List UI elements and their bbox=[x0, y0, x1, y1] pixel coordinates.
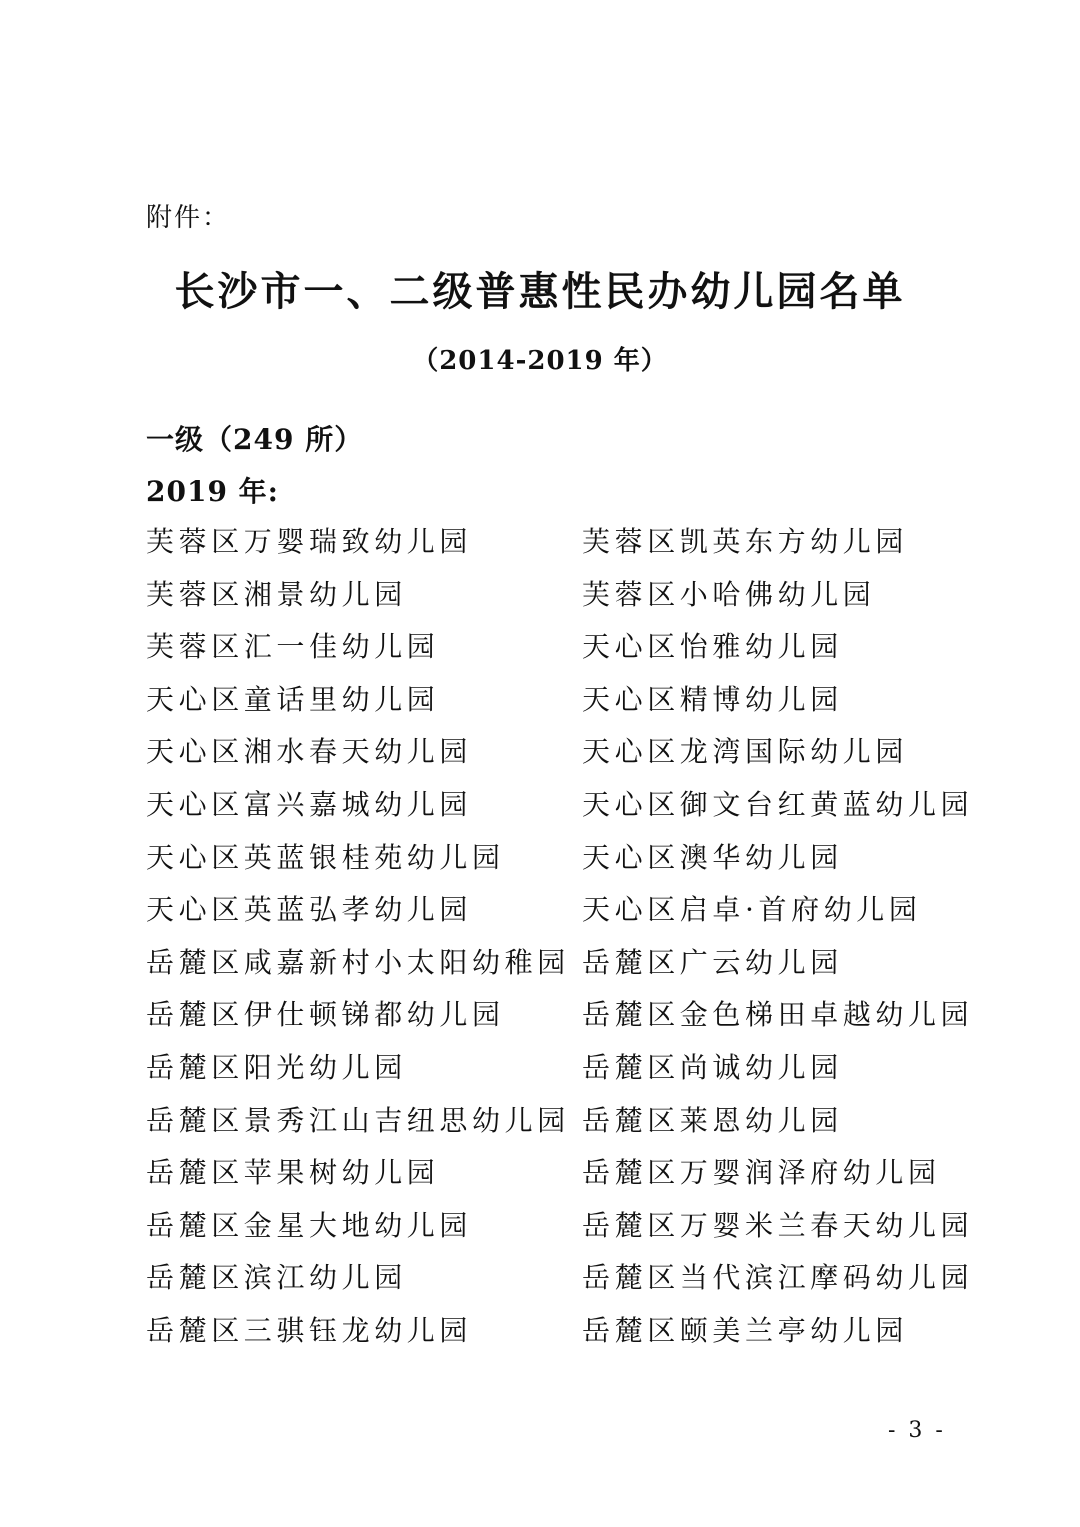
list-item: 天心区富兴嘉城幼儿园 bbox=[146, 787, 473, 821]
list-item: 岳麓区苹果树幼儿园 bbox=[146, 1156, 440, 1190]
list-item: 岳麓区万婴米兰春天幼儿园 bbox=[582, 1208, 974, 1242]
kindergarten-list-right bbox=[582, 520, 973, 1362]
list-item: 岳麓区尚诚幼儿园 bbox=[582, 1050, 843, 1084]
list-item: 天心区英蓝银桂苑幼儿园 bbox=[146, 840, 505, 874]
level-heading: 一级（249 所） bbox=[146, 423, 364, 456]
list-item: 天心区英蓝弘孝幼儿园 bbox=[146, 893, 473, 927]
list-item: 天心区御文台红黄蓝幼儿园 bbox=[582, 787, 974, 821]
list-item: 岳麓区三骐钰龙幼儿园 bbox=[146, 1313, 473, 1347]
year-heading: 2019 年: bbox=[146, 475, 280, 508]
list-item: 岳麓区颐美兰亭幼儿园 bbox=[582, 1313, 909, 1347]
kindergarten-list-left bbox=[146, 520, 570, 1362]
list-item: 芙蓉区湘景幼儿园 bbox=[146, 577, 407, 611]
list-item: 天心区龙湾国际幼儿园 bbox=[582, 735, 909, 769]
list-item: 岳麓区咸嘉新村小太阳幼稚园 bbox=[146, 945, 570, 979]
attachment-label: 附件： bbox=[146, 203, 231, 233]
document-subtitle: （2014-2019 年） bbox=[412, 346, 668, 376]
list-item: 岳麓区金星大地幼儿园 bbox=[146, 1208, 473, 1242]
list-item: 岳麓区万婴润泽府幼儿园 bbox=[582, 1156, 941, 1190]
list-item: 天心区童话里幼儿园 bbox=[146, 682, 440, 716]
list-item: 天心区启卓·首府幼儿园 bbox=[582, 893, 922, 927]
list-item: 岳麓区当代滨江摩码幼儿园 bbox=[582, 1261, 974, 1295]
list-item: 岳麓区莱恩幼儿园 bbox=[582, 1103, 843, 1137]
list-item: 天心区精博幼儿园 bbox=[582, 682, 843, 716]
list-item: 岳麓区伊仕顿锑都幼儿园 bbox=[146, 998, 505, 1032]
list-item: 岳麓区景秀江山吉纽思幼儿园 bbox=[146, 1103, 570, 1137]
list-item: 岳麓区阳光幼儿园 bbox=[146, 1050, 407, 1084]
page-number: - 3 - bbox=[888, 1418, 946, 1443]
list-item: 天心区澳华幼儿园 bbox=[582, 840, 843, 874]
list-item: 芙蓉区汇一佳幼儿园 bbox=[146, 630, 440, 664]
list-item: 岳麓区金色梯田卓越幼儿园 bbox=[582, 998, 974, 1032]
list-item: 芙蓉区万婴瑞致幼儿园 bbox=[146, 525, 473, 558]
list-item: 岳麓区广云幼儿园 bbox=[582, 945, 843, 979]
list-item: 芙蓉区凯英东方幼儿园 bbox=[582, 525, 909, 558]
document-title: 长沙市一、二级普惠性民办幼儿园名单 bbox=[174, 268, 906, 315]
list-item: 天心区湘水春天幼儿园 bbox=[146, 735, 473, 769]
list-item: 芙蓉区小哈佛幼儿园 bbox=[582, 577, 876, 611]
list-item: 天心区怡雅幼儿园 bbox=[582, 630, 843, 664]
list-item: 岳麓区滨江幼儿园 bbox=[146, 1261, 407, 1295]
